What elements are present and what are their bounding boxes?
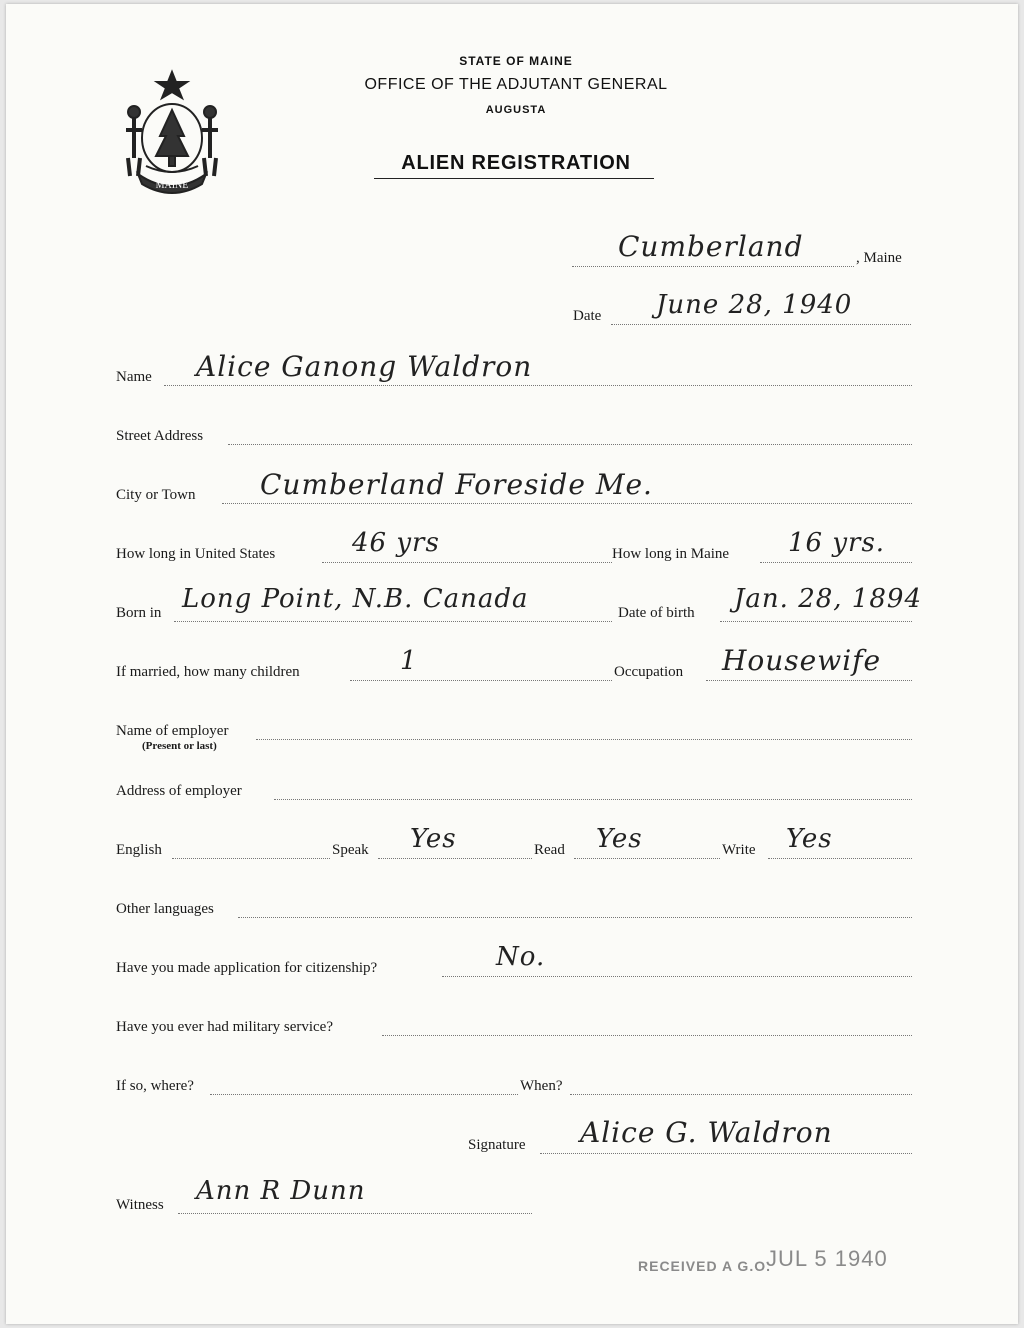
born-value: Long Point, N.B. Canada	[182, 584, 529, 614]
received-stamp: RECEIVED A G.O.	[638, 1258, 771, 1274]
employer-address-label: Address of employer	[116, 783, 242, 799]
citizenship-line	[442, 976, 912, 977]
date-line	[611, 324, 911, 325]
citizenship-label: Have you made application for citizenship?	[116, 960, 378, 976]
witness-line	[178, 1213, 532, 1214]
occupation-line	[706, 680, 912, 681]
county-line	[572, 266, 854, 267]
other-languages-label: Other languages	[116, 901, 214, 917]
county-label: , Maine	[856, 250, 902, 266]
signature-label: Signature	[468, 1137, 526, 1153]
dob-line	[720, 621, 912, 622]
military-label: Have you ever had military service?	[116, 1019, 333, 1035]
form-title: ALIEN REGISTRATION	[401, 152, 631, 174]
military-line	[382, 1035, 912, 1036]
where-line	[210, 1094, 518, 1095]
write-label: Write	[722, 842, 756, 858]
where-label: If so, where?	[116, 1078, 194, 1094]
city-value: Cumberland Foreside Me.	[260, 468, 653, 501]
write-value: Yes	[786, 824, 833, 854]
employer-address-line	[274, 799, 912, 800]
city-line	[222, 503, 912, 504]
title-underline	[374, 178, 654, 179]
seal-text: MAINE	[155, 180, 189, 191]
employer-label: Name of employer	[116, 723, 229, 739]
speak-line	[378, 858, 532, 859]
when-label: When?	[520, 1078, 563, 1094]
employer-line	[256, 739, 912, 740]
signature-line	[540, 1153, 912, 1154]
other-languages-line	[238, 917, 912, 918]
occupation-label: Occupation	[614, 664, 684, 680]
name-value: Alice Ganong Waldron	[196, 350, 533, 383]
years-maine-value: 16 yrs.	[788, 528, 886, 558]
years-us-label: How long in United States	[116, 546, 276, 562]
street-line	[228, 444, 912, 445]
maine-state-seal-icon	[116, 66, 228, 196]
write-line	[768, 858, 912, 859]
born-line	[174, 621, 612, 622]
date-label: Date	[573, 308, 602, 324]
name-label: Name	[116, 369, 152, 385]
english-line	[172, 858, 330, 859]
years-us-line	[322, 562, 612, 563]
registration-form-page	[6, 4, 1018, 1324]
employer-sublabel: (Present or last)	[142, 740, 217, 752]
speak-value: Yes	[410, 824, 457, 854]
witness-value: Ann R Dunn	[196, 1176, 366, 1206]
name-line	[164, 385, 912, 386]
dob-label: Date of birth	[618, 605, 695, 621]
office-heading: OFFICE OF THE ADJUTANT GENERAL	[364, 76, 668, 93]
english-label: English	[116, 842, 162, 858]
date-value: June 28, 1940	[656, 290, 853, 320]
born-label: Born in	[116, 605, 162, 621]
city-heading: AUGUSTA	[485, 104, 547, 116]
state-heading: STATE OF MAINE	[459, 54, 573, 68]
county-value: Cumberland	[618, 230, 804, 263]
years-us-value: 46 yrs	[352, 528, 440, 558]
city-label: City or Town	[116, 487, 196, 503]
children-label: If married, how many children	[116, 664, 300, 680]
speak-label: Speak	[332, 842, 369, 858]
citizenship-value: No.	[496, 942, 546, 972]
read-value: Yes	[596, 824, 643, 854]
signature-value: Alice G. Waldron	[580, 1116, 833, 1149]
witness-label: Witness	[116, 1197, 164, 1213]
received-stamp-date: JUL 5 1940	[766, 1246, 888, 1271]
children-value: 1	[400, 646, 418, 676]
dob-value: Jan. 28, 1894	[734, 584, 922, 614]
occupation-value: Housewife	[722, 644, 882, 677]
when-line	[570, 1094, 912, 1095]
years-maine-line	[760, 562, 912, 563]
read-line	[574, 858, 720, 859]
children-line	[350, 680, 612, 681]
street-label: Street Address	[116, 428, 204, 444]
read-label: Read	[534, 842, 565, 858]
years-maine-label: How long in Maine	[612, 546, 730, 562]
